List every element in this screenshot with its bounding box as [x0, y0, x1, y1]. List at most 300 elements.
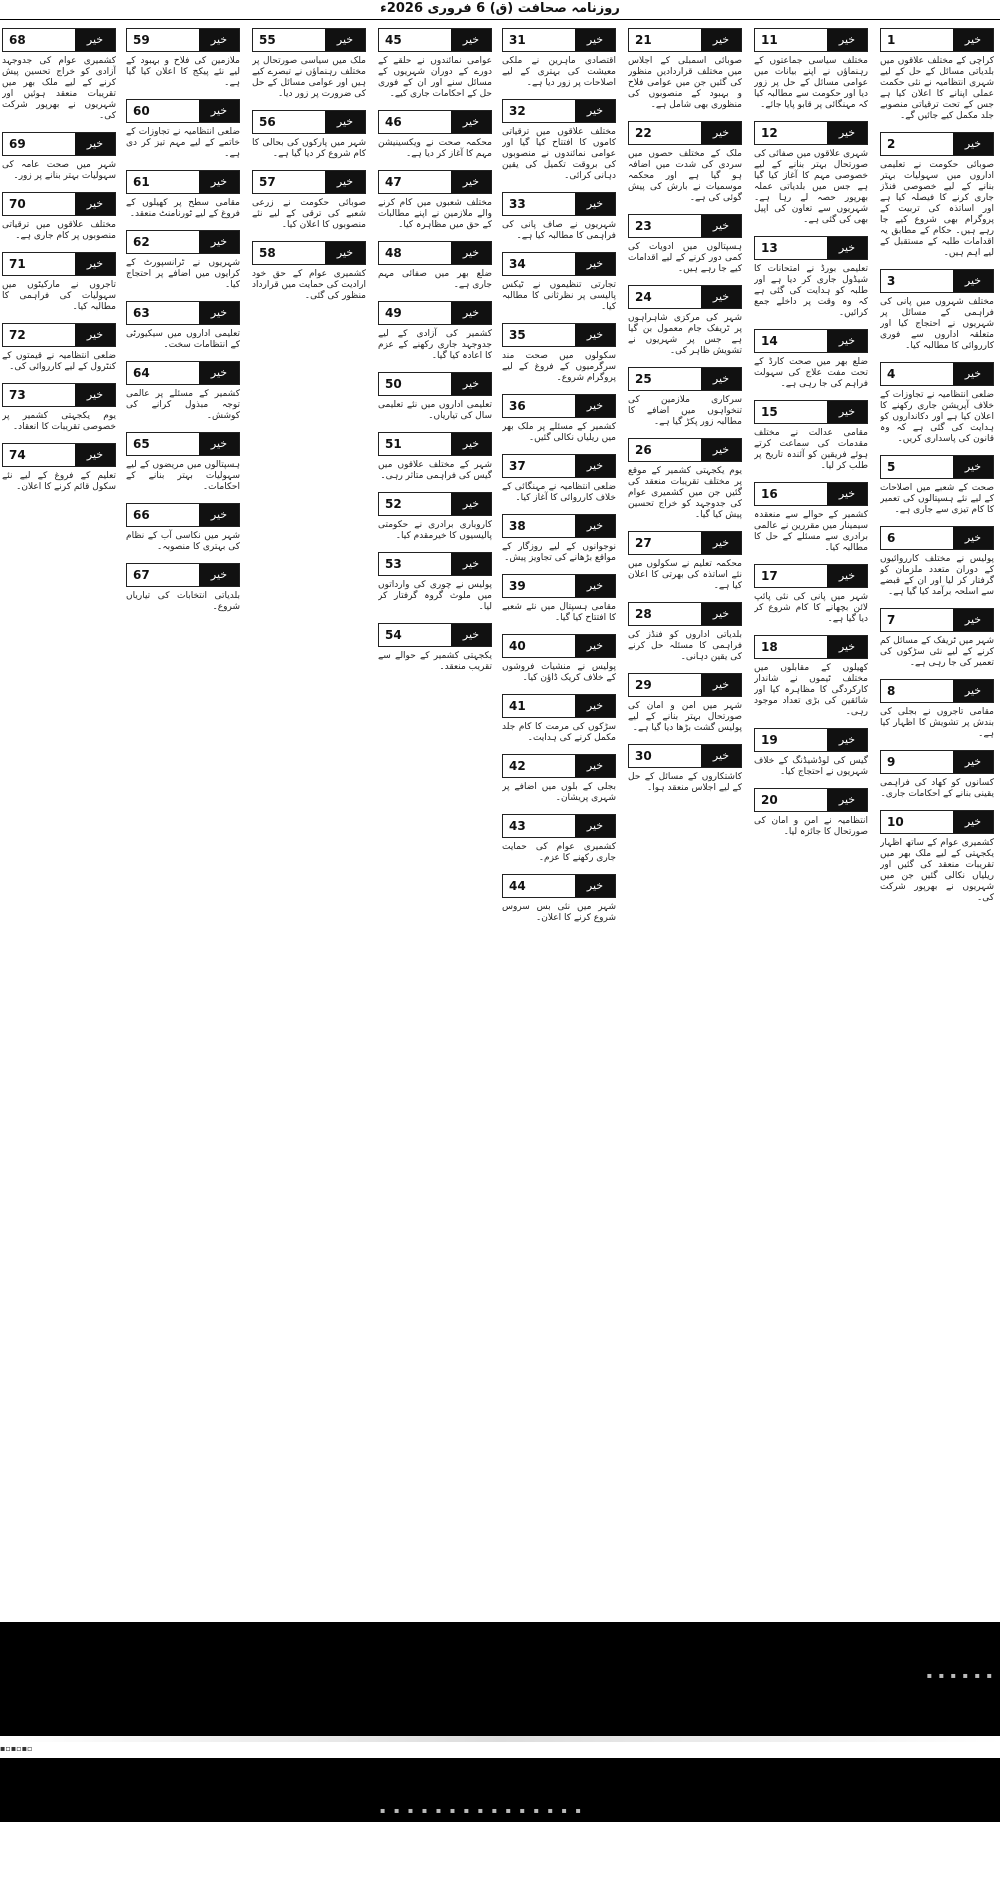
news-item-tag: خیر: [451, 29, 491, 51]
news-item-header: [880, 750, 994, 774]
news-item-header: [126, 563, 240, 587]
news-item-header: [880, 455, 994, 479]
news-item-header: [628, 602, 742, 626]
news-item-tag: خیر: [75, 133, 115, 155]
news-item-header: [378, 492, 492, 516]
news-item-number: 2: [887, 137, 896, 151]
news-item: [502, 192, 616, 242]
news-item-tag: خیر: [75, 29, 115, 51]
news-item-body: پولیس نے مختلف کارروائیوں کے دوران متعدد ملزمان کو گرفتار کر لیا اور ان کے قبضے سے اسلحہ برآمد کیا گیا ہے۔: [880, 554, 994, 597]
news-item-body: کشمیر کے حوالے سے منعقدہ سیمینار میں مقررین نے عالمی برادری سے مسئلے کے حل کا مطالبہ کیا۔: [754, 510, 868, 553]
news-item-header: [754, 236, 868, 260]
news-item-number: 47: [385, 175, 402, 189]
news-item-body: کسانوں کو کھاد کی فراہمی یقینی بنانے کے احکامات جاری۔: [880, 778, 994, 799]
news-item-number: 22: [635, 126, 652, 140]
news-item-tag: خیر: [451, 111, 491, 133]
news-item-number: 69: [9, 137, 26, 151]
news-item-header: [754, 400, 868, 424]
news-item: [502, 574, 616, 624]
news-item-number: 63: [133, 306, 150, 320]
news-item-header: [378, 28, 492, 52]
newspaper-columns: [0, 22, 1000, 1620]
news-item-tag: خیر: [451, 302, 491, 324]
news-item-number: 52: [385, 497, 402, 511]
news-item-tag: خیر: [701, 215, 741, 237]
news-item-tag: خیر: [701, 532, 741, 554]
news-item-number: 36: [509, 399, 526, 413]
news-item-header: [252, 110, 366, 134]
news-item-tag: خیر: [953, 680, 993, 702]
news-item-body: تعلیم کے فروغ کے لیے نئے سکول قائم کرنے کا اعلان۔: [2, 471, 116, 492]
news-item-body: مقامی عدالت نے مختلف مقدمات کی سماعت کرتے ہوئے فریقین کو آئندہ تاریخ پر طلب کر لیا۔: [754, 428, 868, 471]
news-item-body: تعلیمی اداروں میں نئے تعلیمی سال کی تیاریاں۔: [378, 400, 492, 421]
news-item-number: 5: [887, 460, 896, 474]
news-item-header: [2, 28, 116, 52]
news-item-tag: خیر: [451, 553, 491, 575]
news-item: [2, 252, 116, 313]
news-item: [880, 28, 994, 122]
news-item-number: 49: [385, 306, 402, 320]
news-item-body: کشمیری عوام کی حمایت جاری رکھنے کا عزم۔: [502, 842, 616, 863]
news-item-header: [880, 526, 994, 550]
news-column: [2, 22, 116, 1620]
news-item-body: بلدیاتی انتخابات کی تیاریاں شروع۔: [126, 591, 240, 612]
news-item-tag: خیر: [325, 171, 365, 193]
news-item-body: شہریوں نے ٹرانسپورٹ کے کرایوں میں اضافے پر احتجاج کیا۔: [126, 258, 240, 290]
news-item-number: 29: [635, 678, 652, 692]
news-item: [2, 443, 116, 493]
news-item-number: 51: [385, 437, 402, 451]
news-item-header: [502, 192, 616, 216]
news-item-number: 30: [635, 749, 652, 763]
news-item: [126, 28, 240, 89]
news-item-number: 46: [385, 115, 402, 129]
news-item-tag: خیر: [701, 439, 741, 461]
news-item-body: کاشتکاروں کے مسائل کے حل کے لیے اجلاس منعقد ہوا۔: [628, 772, 742, 793]
news-item-body: ہسپتالوں میں ادویات کی کمی دور کرنے کے لیے اقدامات کیے جا رہے ہیں۔: [628, 242, 742, 274]
news-item-number: 28: [635, 607, 652, 621]
news-item-header: [754, 482, 868, 506]
news-item-number: 57: [259, 175, 276, 189]
news-item-number: 7: [887, 613, 896, 627]
news-item-tag: خیر: [953, 751, 993, 773]
news-item-tag: خیر: [827, 565, 867, 587]
news-item-number: 67: [133, 568, 150, 582]
news-item-number: 26: [635, 443, 652, 457]
news-item-header: [378, 372, 492, 396]
news-column: [754, 22, 868, 1620]
news-item-tag: خیر: [75, 324, 115, 346]
news-item: [754, 400, 868, 472]
news-item-number: 72: [9, 328, 26, 342]
news-item: [880, 810, 994, 904]
news-item-header: [628, 438, 742, 462]
news-item-header: [126, 301, 240, 325]
news-item: [378, 28, 492, 100]
news-item: [628, 285, 742, 357]
news-item-number: 62: [133, 235, 150, 249]
news-item: [378, 110, 492, 160]
news-item-body: بجلی کے بلوں میں اضافے پر شہری پریشان۔: [502, 782, 616, 803]
news-item-tag: خیر: [953, 29, 993, 51]
news-item-body: یوم یکجہتی کشمیر پر خصوصی تقریبات کا انعقاد۔: [2, 411, 116, 432]
news-item-number: 41: [509, 699, 526, 713]
news-item-tag: خیر: [575, 635, 615, 657]
news-item: [754, 329, 868, 390]
news-item-body: نوجوانوں کے لیے روزگار کے مواقع بڑھانے کی تجاویز پیش۔: [502, 542, 616, 563]
news-item-tag: خیر: [75, 384, 115, 406]
news-item: [502, 754, 616, 804]
news-item: [754, 121, 868, 226]
news-item-header: [628, 285, 742, 309]
news-item-number: 1: [887, 33, 896, 47]
news-item-number: 27: [635, 536, 652, 550]
news-item-number: 21: [635, 33, 652, 47]
news-item-header: [502, 814, 616, 838]
news-column: [502, 22, 616, 1620]
news-item-number: 59: [133, 33, 150, 47]
news-item-tag: خیر: [75, 193, 115, 215]
news-item-number: 66: [133, 508, 150, 522]
news-item-body: ہسپتالوں میں مریضوں کے لیے سہولیات بہتر بنانے کے احکامات۔: [126, 460, 240, 492]
news-item-body: کشمیری عوام کے ساتھ اظہار یکجہتی کے لیے ملک بھر میں تقریبات منعقد کی گئیں اور ریلیاں نکالی گئیں جن میں شہریوں نے بھرپور شرکت کی۔: [880, 838, 994, 903]
news-item-body: شہر کے مختلف علاقوں میں گیس کی فراہمی متاثر رہی۔: [378, 460, 492, 481]
masthead-title: روزنامہ صحافت (ق) 6 فروری 2026ء: [380, 1, 620, 16]
news-item-tag: خیر: [575, 100, 615, 122]
news-item-tag: خیر: [451, 171, 491, 193]
news-item: [628, 602, 742, 663]
news-item-header: [378, 110, 492, 134]
news-item-tag: خیر: [827, 29, 867, 51]
news-item: [126, 432, 240, 493]
news-item: [880, 526, 994, 598]
news-item-body: تاجروں نے مارکیٹوں میں سہولیات کی فراہمی کا مطالبہ کیا۔: [2, 280, 116, 312]
news-item-tag: خیر: [701, 286, 741, 308]
news-item-body: گیس کی لوڈشیڈنگ کے خلاف شہریوں نے احتجاج کیا۔: [754, 756, 868, 777]
news-item-header: [502, 323, 616, 347]
news-item: [754, 482, 868, 554]
news-item-body: کاروباری برادری نے حکومتی پالیسیوں کا خیرمقدم کیا۔: [378, 520, 492, 541]
news-item-header: [502, 694, 616, 718]
news-item-number: 12: [761, 126, 778, 140]
news-item-header: [880, 28, 994, 52]
news-item-body: ضلعی انتظامیہ نے تجاوزات کے خلاف آپریشن جاری رکھنے کا اعلان کیا ہے اور دکانداروں کو ہدایت کی گئی ہے کہ وہ قانون کی پاسداری کریں۔: [880, 390, 994, 444]
news-item-header: [502, 514, 616, 538]
news-item-body: محکمہ صحت نے ویکسینیشن مہم کا آغاز کر دیا ہے۔: [378, 138, 492, 159]
news-item-number: 54: [385, 628, 402, 642]
news-item: [754, 564, 868, 625]
news-item-header: [502, 99, 616, 123]
news-item: [378, 170, 492, 231]
news-item-body: مقامی سطح پر کھیلوں کے فروغ کے لیے ٹورنامنٹ منعقد۔: [126, 198, 240, 219]
news-item-number: 18: [761, 640, 778, 654]
news-item: [502, 634, 616, 684]
news-item: [126, 361, 240, 422]
news-item-body: ضلعی انتظامیہ نے تجاوزات کے خاتمے کے لیے مہم تیز کر دی ہے۔: [126, 127, 240, 159]
news-item-header: [754, 728, 868, 752]
news-item-header: [378, 241, 492, 265]
news-item-body: مقامی تاجروں نے بجلی کی بندش پر تشویش کا اظہار کیا ہے۔: [880, 707, 994, 739]
news-item-header: [628, 744, 742, 768]
news-item-tag: خیر: [953, 609, 993, 631]
news-item-number: 58: [259, 246, 276, 260]
news-item-body: سرکاری ملازمین کی تنخواہوں میں اضافے کا مطالبہ زور پکڑ گیا ہے۔: [628, 395, 742, 427]
news-item-number: 13: [761, 241, 778, 255]
news-item: [502, 99, 616, 182]
news-item-header: [754, 564, 868, 588]
news-item: [2, 323, 116, 373]
news-item-header: [502, 634, 616, 658]
news-item: [502, 514, 616, 564]
news-item-body: صحت کے شعبے میں اصلاحات کے لیے نئے ہسپتالوں کی تعمیر کا کام تیزی سے جاری ہے۔: [880, 483, 994, 515]
news-item-body: یکجہتی کشمیر کے حوالے سے تقریب منعقد۔: [378, 651, 492, 672]
news-item: [252, 241, 366, 302]
news-item-number: 43: [509, 819, 526, 833]
news-column: [628, 22, 742, 1620]
news-item-body: اقتصادی ماہرین نے ملکی معیشت کی بہتری کے لیے اصلاحات پر زور دیا ہے۔: [502, 56, 616, 88]
news-item-number: 35: [509, 328, 526, 342]
news-column: [378, 22, 492, 1620]
news-item-tag: خیر: [325, 29, 365, 51]
news-item-tag: خیر: [199, 29, 239, 51]
news-item-tag: خیر: [575, 695, 615, 717]
news-item-body: صوبائی حکومت نے تعلیمی اداروں میں سہولیات بہتر بنانے کے لیے خصوصی فنڈز جاری کرنے کا فیصلہ کیا ہے اور اساتذہ کی تربیت کے پروگرام بھی شروع کیے جا رہے ہیں۔ حکام کے مطابق یہ اقدامات طلبہ کے مستقبل کے لیے اہم ہیں۔: [880, 160, 994, 258]
news-item-body: کراچی کے مختلف علاقوں میں بلدیاتی مسائل کے حل کے لیے شہری انتظامیہ نے نئی حکمت عملی اپنانے کا اعلان کیا ہے جس کے تحت ترقیاتی منصوبے جلد مکمل کیے جائیں گے۔: [880, 56, 994, 121]
news-item: [880, 269, 994, 352]
news-item: [502, 323, 616, 384]
news-item-header: [2, 132, 116, 156]
news-item-body: صوبائی حکومت نے زرعی شعبے کی ترقی کے لیے نئے منصوبوں کا اعلان کیا۔: [252, 198, 366, 230]
news-item-number: 37: [509, 459, 526, 473]
news-item: [126, 170, 240, 220]
news-item-body: بلدیاتی اداروں کو فنڈز کی فراہمی کا مسئلہ حل کرنے کی یقین دہانی۔: [628, 630, 742, 662]
news-item-body: کشمیری عوام کی جدوجہد آزادی کو خراج تحسین پیش کرنے کے لیے ملک بھر میں تقریبات منعقد ہوئیں اور شہریوں نے بھرپور شرکت کی۔: [2, 56, 116, 121]
news-item: [502, 28, 616, 89]
news-item-body: شہر میں امن و امان کی صورتحال بہتر بنانے کے لیے پولیس گشت بڑھا دیا گیا ہے۔: [628, 701, 742, 733]
news-item: [628, 214, 742, 275]
news-item-tag: خیر: [451, 433, 491, 455]
news-item-body: سڑکوں کی مرمت کا کام جلد مکمل کرنے کی ہدایت۔: [502, 722, 616, 743]
news-item-header: [502, 874, 616, 898]
news-item-body: تجارتی تنظیموں نے ٹیکس پالیسی پر نظرثانی کا مطالبہ کیا۔: [502, 280, 616, 312]
news-item-tag: خیر: [575, 193, 615, 215]
news-item-tag: خیر: [199, 231, 239, 253]
news-item-tag: خیر: [701, 674, 741, 696]
news-item-number: 56: [259, 115, 276, 129]
news-item-number: 45: [385, 33, 402, 47]
news-item-tag: خیر: [575, 324, 615, 346]
news-item-number: 9: [887, 755, 896, 769]
news-item-header: [880, 608, 994, 632]
news-item-body: ضلعی انتظامیہ نے قیمتوں کے کنٹرول کے لیے کارروائی کی۔: [2, 351, 116, 372]
news-item-tag: خیر: [575, 395, 615, 417]
news-item-header: [502, 28, 616, 52]
news-item: [126, 99, 240, 160]
news-item-header: [126, 28, 240, 52]
news-item-body: ضلعی انتظامیہ نے مہنگائی کے خلاف کارروائی کا آغاز کیا۔: [502, 482, 616, 503]
news-item-body: مقامی ہسپتال میں نئے شعبے کا افتتاح کیا گیا۔: [502, 602, 616, 623]
news-item: [880, 608, 994, 669]
news-item-tag: خیر: [199, 100, 239, 122]
news-item-header: [378, 301, 492, 325]
news-item-header: [252, 170, 366, 194]
news-item-body: شہر میں ٹریفک کے مسائل کم کرنے کے لیے نئی سڑکوں کی تعمیر کی جا رہی ہے۔: [880, 636, 994, 668]
news-item-header: [126, 361, 240, 385]
news-item-body: ملک کے مختلف حصوں میں سردی کی شدت میں اضافہ ہو گیا ہے اور محکمہ موسمیات نے بارش کی پیش گوئی کی ہے۔: [628, 149, 742, 203]
news-item: [502, 394, 616, 444]
news-item: [628, 438, 742, 521]
news-item: [880, 455, 994, 516]
news-item: [880, 679, 994, 740]
news-item-number: 61: [133, 175, 150, 189]
news-item-header: [628, 214, 742, 238]
news-item-body: شہر کی مرکزی شاہراہوں پر ٹریفک جام معمول بن گیا ہے جس پر شہریوں نے تشویش ظاہر کی۔: [628, 313, 742, 356]
news-item: [502, 252, 616, 313]
news-item-number: 50: [385, 377, 402, 391]
news-item-tag: خیر: [953, 363, 993, 385]
news-item-body: کشمیر کے مسئلے پر ملک بھر میں ریلیاں نکالی گئیں۔: [502, 422, 616, 443]
news-item-tag: خیر: [199, 564, 239, 586]
news-item: [378, 623, 492, 673]
news-item-number: 71: [9, 257, 26, 271]
news-item-header: [502, 754, 616, 778]
news-item-number: 32: [509, 104, 526, 118]
news-item-number: 60: [133, 104, 150, 118]
news-item-tag: خیر: [199, 171, 239, 193]
news-item-header: [378, 552, 492, 576]
news-item-header: [378, 432, 492, 456]
news-item: [252, 110, 366, 160]
news-item-header: [252, 241, 366, 265]
news-item-header: [502, 574, 616, 598]
news-item: [378, 492, 492, 542]
news-item-header: [2, 252, 116, 276]
news-item: [880, 362, 994, 445]
news-item-header: [252, 28, 366, 52]
news-item: [502, 454, 616, 504]
news-item-body: انتظامیہ نے امن و امان کی صورتحال کا جائزہ لیا۔: [754, 816, 868, 837]
news-item-tag: خیر: [199, 302, 239, 324]
news-item-tag: خیر: [575, 29, 615, 51]
news-item-number: 6: [887, 531, 896, 545]
strip-marks: ▪▫▪▫▪▫: [0, 1744, 33, 1753]
news-item-tag: خیر: [701, 745, 741, 767]
news-item-tag: خیر: [953, 811, 993, 833]
news-item-body: شہر میں نئی بس سروس شروع کرنے کا اعلان۔: [502, 902, 616, 923]
news-item: [628, 28, 742, 111]
news-item-header: [880, 810, 994, 834]
news-item: [754, 635, 868, 718]
news-item-body: پولیس نے منشیات فروشوں کے خلاف کریک ڈاؤن کیا۔: [502, 662, 616, 683]
news-column: [880, 22, 994, 1620]
news-item-tag: خیر: [575, 815, 615, 837]
news-item-tag: خیر: [827, 729, 867, 751]
news-item-tag: خیر: [827, 483, 867, 505]
news-item-tag: خیر: [199, 362, 239, 384]
news-item-body: کھیلوں کے مقابلوں میں مختلف ٹیموں نے شاندار کارکردگی کا مظاہرہ کیا اور شائقین کی بڑی تعداد موجود رہی۔: [754, 663, 868, 717]
news-item-header: [628, 28, 742, 52]
news-item-number: 73: [9, 388, 26, 402]
band2-dots: ▪ ▪ ▪ ▪ ▪ ▪ ▪ ▪ ▪ ▪ ▪ ▪ ▪ ▪ ▪: [380, 1806, 584, 1815]
news-item-tag: خیر: [827, 122, 867, 144]
band-dots: ▪ ▪ ▪ ▪ ▪ ▪: [926, 1671, 994, 1680]
masthead-rule: [0, 19, 1000, 20]
news-item-number: 20: [761, 793, 778, 807]
news-item-tag: خیر: [827, 237, 867, 259]
news-item-body: شہر میں پارکوں کی بحالی کا کام شروع کر دیا گیا ہے۔: [252, 138, 366, 159]
news-item-body: مختلف شہروں میں پانی کی فراہمی کے مسائل پر شہریوں نے احتجاج کیا اور متعلقہ اداروں سے فوری کارروائی کا مطالبہ کیا۔: [880, 297, 994, 351]
news-item-header: [502, 454, 616, 478]
news-item-number: 74: [9, 448, 26, 462]
news-item-header: [2, 443, 116, 467]
news-item: [502, 814, 616, 864]
news-item: [628, 367, 742, 428]
news-item-tag: خیر: [75, 253, 115, 275]
news-item: [754, 28, 868, 111]
news-item-header: [754, 329, 868, 353]
news-item-number: 48: [385, 246, 402, 260]
news-item-tag: خیر: [953, 133, 993, 155]
news-item-number: 70: [9, 197, 26, 211]
news-item: [502, 694, 616, 744]
news-item: [502, 874, 616, 924]
news-item-body: کشمیر کی آزادی کے لیے جدوجہد جاری رکھنے کے عزم کا اعادہ کیا گیا۔: [378, 329, 492, 361]
news-item-header: [880, 679, 994, 703]
news-item-tag: خیر: [953, 270, 993, 292]
news-item-header: [880, 132, 994, 156]
news-item-body: صوبائی اسمبلی کے اجلاس میں مختلف قراردادیں منظور کی گئیں جن میں عوامی فلاح و بہبود کے منصوبوں کی منظوری بھی شامل ہے۔: [628, 56, 742, 110]
news-item-number: 65: [133, 437, 150, 451]
news-item: [628, 744, 742, 794]
gradient-strip: [0, 1736, 1000, 1742]
news-item-header: [2, 383, 116, 407]
news-item-header: [126, 432, 240, 456]
news-item-body: ملک میں سیاسی صورتحال پر مختلف رہنماؤں نے تبصرے کیے ہیں اور عوامی مسائل کے حل کی ضرورت پر زور دیا۔: [252, 56, 366, 99]
news-item: [2, 192, 116, 242]
news-item-tag: خیر: [575, 875, 615, 897]
news-item-tag: خیر: [953, 456, 993, 478]
news-item: [754, 728, 868, 778]
news-item-tag: خیر: [451, 624, 491, 646]
news-item-tag: خیر: [451, 493, 491, 515]
news-item-header: [378, 623, 492, 647]
news-item: [126, 301, 240, 351]
news-item-header: [126, 170, 240, 194]
news-item: [880, 750, 994, 800]
news-column: [252, 22, 366, 1620]
news-item-number: 19: [761, 733, 778, 747]
news-item-number: 44: [509, 879, 526, 893]
news-item-tag: خیر: [953, 527, 993, 549]
news-item-header: [628, 121, 742, 145]
news-item-header: [754, 788, 868, 812]
news-item-number: 17: [761, 569, 778, 583]
news-item-tag: خیر: [325, 111, 365, 133]
news-item-number: 53: [385, 557, 402, 571]
news-item-body: عوامی نمائندوں نے حلقے کے دورے کے دوران شہریوں کے مسائل سنے اور ان کے فوری حل کے احکامات جاری کیے۔: [378, 56, 492, 99]
news-item: [378, 432, 492, 482]
news-item: [252, 170, 366, 231]
news-item: [628, 121, 742, 204]
masthead: [0, 0, 1000, 22]
news-item: [378, 301, 492, 362]
news-item-tag: خیر: [701, 603, 741, 625]
news-item-number: 11: [761, 33, 778, 47]
news-item: [2, 132, 116, 182]
news-item-number: 23: [635, 219, 652, 233]
news-item-body: شہر میں نکاسی آب کے نظام کی بہتری کا منصوبہ۔: [126, 531, 240, 552]
news-item: [2, 28, 116, 122]
